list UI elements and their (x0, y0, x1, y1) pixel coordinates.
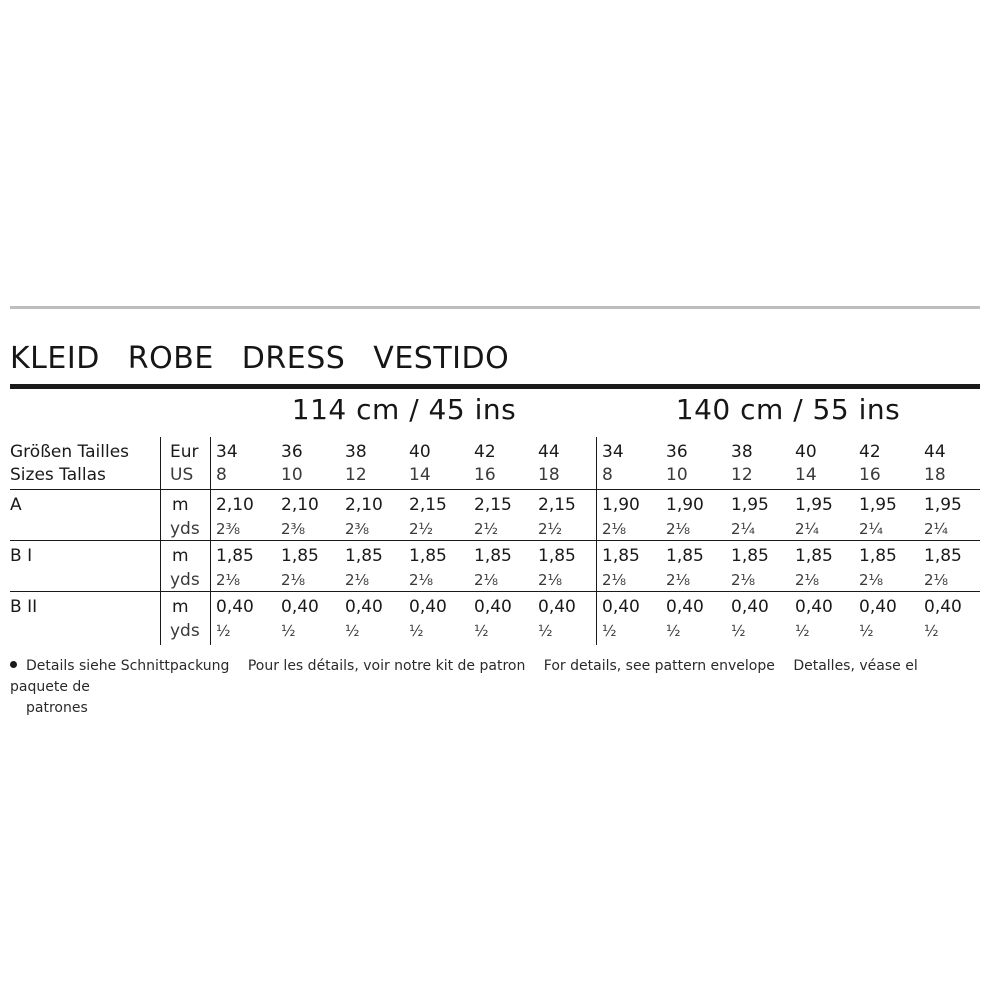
us-size-cell: 8 (602, 465, 613, 485)
metric-value-cell: 0,40 (345, 597, 383, 617)
metric-value-cell: 1,95 (731, 495, 769, 515)
metric-value-cell: 1,85 (602, 546, 640, 566)
imperial-value-cell: 2¼ (924, 520, 949, 538)
title-word-fr: ROBE (127, 341, 214, 376)
metric-value-cell: 0,40 (602, 597, 640, 617)
metric-value-cell: 1,95 (795, 495, 833, 515)
metric-value-cell: 2,10 (216, 495, 254, 515)
imperial-value-cell: ½ (731, 622, 746, 640)
imperial-value-cell: 2⅛ (859, 571, 884, 589)
metric-value-cell: 1,85 (409, 546, 447, 566)
footnote-es: Detalles, véase el paquete de (10, 658, 918, 695)
metric-value-cell: 0,40 (795, 597, 833, 617)
us-size-cell: 12 (731, 465, 753, 485)
metric-value-cell: 1,85 (216, 546, 254, 566)
eur-size-cell: 34 (216, 442, 238, 462)
metric-value-cell: 1,95 (859, 495, 897, 515)
imperial-value-cell: 2½ (409, 520, 434, 538)
top-divider (10, 306, 980, 309)
metric-value-cell: 1,85 (731, 546, 769, 566)
imperial-value-cell: ½ (409, 622, 424, 640)
imperial-value-cell: 2⅛ (666, 520, 691, 538)
title-word-de: KLEID (10, 341, 100, 376)
imperial-value-cell: 2⅛ (924, 571, 949, 589)
column-divider (210, 437, 211, 645)
imperial-value-cell: 2⅛ (538, 571, 563, 589)
us-size-cell: 14 (409, 465, 431, 485)
size-labels-line2: Sizes Tallas (10, 465, 106, 485)
metric-value-cell: 0,40 (474, 597, 512, 617)
footnote-en: For details, see pattern envelope (543, 658, 775, 674)
metric-value-cell: 1,85 (474, 546, 512, 566)
imperial-value-cell: 2¼ (859, 520, 884, 538)
imperial-value-cell: 2⅛ (602, 520, 627, 538)
imperial-value-cell: 2⅛ (795, 571, 820, 589)
row-b1-unit-yds: yds (170, 570, 200, 590)
bullet-icon (10, 661, 17, 668)
eur-size-cell: 38 (731, 442, 753, 462)
imperial-value-cell: ½ (281, 622, 296, 640)
fabric-width-140: 140 cm / 55 ins (675, 393, 901, 426)
metric-value-cell: 1,85 (281, 546, 319, 566)
us-size-cell: 18 (924, 465, 946, 485)
imperial-value-cell: ½ (345, 622, 360, 640)
metric-value-cell: 1,90 (602, 495, 640, 515)
metric-value-cell: 2,15 (409, 495, 447, 515)
imperial-value-cell: 2⅛ (216, 571, 241, 589)
row-divider (10, 489, 980, 490)
metric-value-cell: 0,40 (216, 597, 254, 617)
imperial-value-cell: 2½ (474, 520, 499, 538)
metric-value-cell: 2,15 (538, 495, 576, 515)
metric-value-cell: 0,40 (859, 597, 897, 617)
metric-value-cell: 1,85 (538, 546, 576, 566)
imperial-value-cell: ½ (859, 622, 874, 640)
title-word-en: DRESS (241, 341, 346, 376)
footnote-de: Details siehe Schnittpackung (26, 658, 230, 674)
metric-value-cell: 2,10 (345, 495, 383, 515)
row-label-a: A (10, 495, 22, 515)
column-divider (596, 437, 597, 645)
imperial-value-cell: 2¼ (731, 520, 756, 538)
metric-value-cell: 1,85 (859, 546, 897, 566)
metric-value-cell: 2,15 (474, 495, 512, 515)
imperial-value-cell: 2⅛ (731, 571, 756, 589)
metric-value-cell: 0,40 (281, 597, 319, 617)
us-size-cell: 12 (345, 465, 367, 485)
imperial-value-cell: ½ (666, 622, 681, 640)
imperial-value-cell: ½ (795, 622, 810, 640)
metric-value-cell: 0,40 (538, 597, 576, 617)
row-divider (10, 540, 980, 541)
us-size-cell: 8 (216, 465, 227, 485)
metric-value-cell: 1,85 (924, 546, 962, 566)
metric-value-cell: 2,10 (281, 495, 319, 515)
eur-size-cell: 44 (538, 442, 560, 462)
eur-size-cell: 36 (666, 442, 688, 462)
metric-value-cell: 1,85 (345, 546, 383, 566)
eur-size-cell: 40 (795, 442, 817, 462)
footnote-fr: Pour les détails, voir notre kit de patron (247, 658, 526, 674)
row-label-b2: B II (10, 597, 38, 617)
eur-size-cell: 44 (924, 442, 946, 462)
us-size-cell: 10 (666, 465, 688, 485)
row-label-b1: B I (10, 546, 33, 566)
imperial-value-cell: 2⅛ (281, 571, 306, 589)
title-word-es: VESTIDO (373, 341, 510, 376)
title-underline (10, 384, 980, 389)
row-a-unit-yds: yds (170, 519, 200, 539)
eur-size-cell: 38 (345, 442, 367, 462)
us-size-cell: 16 (859, 465, 881, 485)
size-labels-line1: Größen Tailles (10, 442, 130, 462)
imperial-value-cell: ½ (602, 622, 617, 640)
metric-value-cell: 1,85 (795, 546, 833, 566)
eur-size-cell: 42 (859, 442, 881, 462)
imperial-value-cell: 2½ (538, 520, 563, 538)
imperial-value-cell: 2⅛ (602, 571, 627, 589)
imperial-value-cell: 2⅛ (474, 571, 499, 589)
imperial-value-cell: 2⅜ (281, 520, 306, 538)
metric-value-cell: 0,40 (409, 597, 447, 617)
imperial-value-cell: ½ (924, 622, 939, 640)
unit-us: US (170, 465, 194, 485)
imperial-value-cell: 2⅛ (666, 571, 691, 589)
imperial-value-cell: 2⅜ (216, 520, 241, 538)
imperial-value-cell: 2⅜ (345, 520, 370, 538)
metric-value-cell: 0,40 (731, 597, 769, 617)
row-b2-unit-m: m (172, 597, 189, 617)
eur-size-cell: 36 (281, 442, 303, 462)
row-a-unit-m: m (172, 495, 189, 515)
imperial-value-cell: ½ (538, 622, 553, 640)
footnote-es-continued: patrones (26, 700, 88, 716)
eur-size-cell: 34 (602, 442, 624, 462)
fabric-width-114: 114 cm / 45 ins (291, 393, 517, 426)
page-title (10, 336, 537, 376)
row-b1-unit-m: m (172, 546, 189, 566)
us-size-cell: 14 (795, 465, 817, 485)
row-b2-unit-yds: yds (170, 621, 200, 641)
imperial-value-cell: ½ (474, 622, 489, 640)
imperial-value-cell: 2¼ (795, 520, 820, 538)
eur-size-cell: 42 (474, 442, 496, 462)
metric-value-cell: 1,85 (666, 546, 704, 566)
imperial-value-cell: ½ (216, 622, 231, 640)
us-size-cell: 10 (281, 465, 303, 485)
metric-value-cell: 1,90 (666, 495, 704, 515)
eur-size-cell: 40 (409, 442, 431, 462)
imperial-value-cell: 2⅛ (345, 571, 370, 589)
us-size-cell: 18 (538, 465, 560, 485)
metric-value-cell: 0,40 (666, 597, 704, 617)
metric-value-cell: 0,40 (924, 597, 962, 617)
imperial-value-cell: 2⅛ (409, 571, 434, 589)
footnote (10, 656, 970, 719)
row-divider (10, 591, 980, 592)
metric-value-cell: 1,95 (924, 495, 962, 515)
column-divider (160, 437, 161, 645)
us-size-cell: 16 (474, 465, 496, 485)
unit-eur: Eur (170, 442, 199, 462)
